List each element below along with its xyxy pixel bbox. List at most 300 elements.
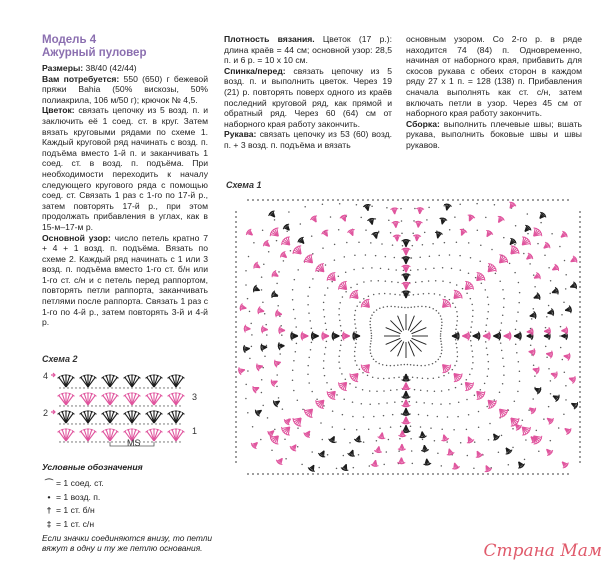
chain-dot [458,402,460,404]
chain-dot [482,199,484,201]
chain-dot [235,221,237,223]
chain-dot [441,465,443,467]
chain-dot [441,346,443,348]
chain-dot [579,441,581,443]
chain-dot [235,406,237,408]
chain-dot [460,442,462,444]
chain-dot [355,342,357,344]
chain-dot [235,386,237,388]
chain-dot [427,390,429,392]
chain-dot [307,374,309,376]
chain-dot [441,390,443,392]
chain-dot [385,280,387,282]
stitch-mark [477,399,480,400]
stitch-mark [279,326,280,329]
middle-column [224,34,392,151]
chain-dot [533,364,535,366]
chain-dot [353,467,355,469]
chain-dot [488,361,490,363]
chain-dot [327,287,329,289]
chain-dot [293,309,295,311]
chain-dot [293,360,295,362]
chain-dot [452,369,454,371]
chain-dot [257,473,259,475]
chain-dot [480,389,482,391]
chain-dot [356,364,358,366]
stitch-mark [327,230,328,236]
chain-dot [475,277,477,279]
chain-dot [371,356,373,358]
chain-dot [245,398,247,400]
stitch-mark [90,429,93,430]
stitch-mark [408,248,411,249]
chain-dot [432,308,434,310]
chain-dot [392,199,394,201]
stitch-mark [418,235,421,237]
chain-dot [537,243,539,245]
stitch-mark [368,204,371,205]
chain-dot [440,331,442,333]
chain-dot [440,333,442,335]
chain-dot [485,289,487,291]
chain-dot [277,305,279,307]
chain-dot [400,426,402,428]
chain-dot [460,269,462,271]
chain-dot [324,353,326,355]
chain-dot [312,473,314,475]
chain-dot [362,389,364,391]
chain-dot [235,416,237,418]
chain-dot [71,441,72,442]
chain-dot [235,391,237,393]
chain-dot [447,473,449,475]
chain-dot [159,405,160,406]
legend-item-label: = 1 ст. с/н [56,518,95,529]
chain-dot [107,441,108,442]
chain-dot [277,473,279,475]
chain-dot [235,236,237,238]
chain-dot [337,473,339,475]
chain-dot [447,416,449,418]
stitch-mark [287,237,290,238]
chain-dot [437,416,439,418]
chain-dot [466,379,468,381]
stitch-mark [338,382,339,385]
chain-dot [341,340,343,342]
chain-dot [489,423,491,425]
chain-dot [502,289,504,291]
chain-dot [147,441,148,442]
chain-dot [495,273,497,275]
stitch-mark [518,251,519,254]
chain-dot [282,408,284,410]
chain-dot [399,294,401,296]
back-front-paragraph [224,66,392,130]
chain-dot [251,334,253,336]
chain-dot [417,269,419,271]
chain-dot [579,381,581,383]
chain-dot [392,244,394,246]
chain-dot [324,375,326,377]
chain-dot [579,396,581,398]
chain-dot [248,256,250,258]
chain-dot [487,354,489,356]
chain-dot [307,473,309,475]
chain-dot [301,464,303,466]
chain-dot [455,387,457,389]
chain-dot [390,390,392,392]
chain-dot [252,473,254,475]
chain-dot [438,255,440,257]
chain-dot [537,473,539,475]
chain-dot [383,390,385,392]
chain-dot [408,401,410,403]
chain-dot [449,282,451,284]
stitch-mark [535,316,536,319]
chain-dot [579,351,581,353]
chain-dot [179,405,180,406]
chain-dot [345,378,347,380]
chain-dot [462,288,464,290]
chain-dot [370,280,372,282]
chain-dot [438,377,440,379]
chain-dot [292,299,294,301]
chain-dot [274,429,276,431]
chain-dot [491,249,493,251]
chain-dot [250,323,252,325]
chain-dot [453,429,455,431]
chain-dot [393,377,395,379]
chain-dot [354,319,356,321]
chain-dot [565,385,567,387]
chain-dot [415,282,417,284]
chain-dot [527,199,529,201]
chain-dot [135,423,136,424]
chain-dot [565,274,567,276]
chain-dot [167,423,168,424]
chain-dot [499,392,501,394]
chain-dot [59,405,60,406]
chain-dot [519,292,521,294]
chain-dot [111,387,112,388]
chain-dot [530,328,532,330]
stitch-mark [372,218,375,219]
row-number-3: 3 [192,392,198,402]
chain-dot [414,208,416,210]
left-column [42,34,208,328]
right-column [406,34,582,151]
chain-dot [123,423,124,424]
stitch-mark [465,390,468,391]
chain-dot [442,199,444,201]
chain-dot [414,389,416,391]
assembly-label: Сборка: [406,118,440,129]
chain-dot [335,441,337,443]
chain-dot [355,310,357,312]
chain-dot [323,302,325,304]
chain-dot [494,204,496,206]
stitch-mark [454,381,457,382]
chain-dot [280,325,282,327]
chain-dot [354,360,356,362]
chain-dot [557,199,559,201]
chain-dot [486,324,488,326]
chain-dot [358,454,360,456]
chain-dot [235,301,237,303]
chain-dot [91,387,92,388]
chain-dot [356,339,358,341]
stitch-mark [61,429,64,430]
stitch-mark [275,361,281,362]
stitch-mark [61,411,64,412]
chain-dot [325,264,327,266]
chain-dot [372,453,374,455]
chain-dot [115,441,116,442]
chain-dot [579,411,581,413]
chain-dot [417,306,419,308]
chain-dot [71,405,72,406]
stitch-mark [90,411,93,412]
chain-dot [471,321,473,323]
chain-dot [434,440,436,442]
chain-dot [451,268,453,270]
chain-dot [500,330,502,332]
chain-dot [579,236,581,238]
stitch-mark [171,375,174,376]
chain-dot [307,304,309,306]
chain-dot [487,311,489,313]
chain-dot [432,363,434,365]
chain-dot [297,473,299,475]
chain-dot [532,199,534,201]
stitch-mark [149,375,152,376]
chain-dot [276,283,278,285]
chain-dot [326,382,328,384]
chain-dot [522,473,524,475]
chain-dot [579,306,581,308]
chain-dot [235,311,237,313]
chain-dot [262,405,264,407]
chain-dot [357,473,359,475]
chain-dot [265,324,267,326]
chain-dot [441,318,443,320]
chain-dot [278,271,280,273]
chain-dot [75,423,76,424]
stitch-mark [520,338,521,341]
chain-dot [427,378,429,380]
chain-dot [378,363,380,365]
chain-dot [502,383,504,385]
stitch-mark [408,257,411,258]
chain-dot [404,364,406,366]
chain-dot [345,271,347,273]
chain-dot [501,435,503,437]
stitch-mark [344,281,347,282]
chain-dot [296,343,298,345]
chain-dot [412,463,414,465]
stitch-mark [83,393,86,394]
chain-dot [119,405,120,406]
stitch-mark [61,393,64,394]
chain-dot [427,199,429,201]
chain-dot [407,307,409,309]
chain-dot [388,219,390,221]
chain-dot [235,336,237,338]
chain-dot [579,266,581,268]
stitch-mark [395,208,398,209]
chain-dot [262,367,264,369]
stitch-mark [408,291,411,292]
chain-dot [562,473,564,475]
chain-dot [442,473,444,475]
chain-dot [327,454,329,456]
chain-dot [452,302,454,304]
chain-dot [503,374,505,376]
chain-dot [534,375,536,377]
chain-dot [267,473,269,475]
chain-dot [456,360,458,362]
chain-dot [378,231,380,233]
chain-dot [503,237,505,239]
chain-dot [292,370,294,372]
chain-dot [394,294,396,296]
chain-dot [507,473,509,475]
chain-dot [579,311,581,313]
chain-dot [382,473,384,475]
chain-dot [488,304,490,306]
chain-dot [456,241,458,243]
chain-dot [391,281,393,283]
chain-dot [332,426,334,428]
chain-dot [442,280,444,282]
chain-dot [311,391,313,393]
chain-dot [387,473,389,475]
chain-dot [356,283,358,285]
chain-dot [339,302,341,304]
stitch-mark [376,232,379,233]
chain-dot [461,383,463,385]
chain-dot [427,415,429,417]
chain-dot [353,269,355,271]
chain-dot [454,216,456,218]
chain-dot [516,320,518,322]
stitch-mark [408,265,411,266]
chain-dot [311,342,313,344]
chain-dot [488,439,490,441]
chain-dot [352,473,354,475]
chain-dot [376,309,378,311]
chain-dot [518,282,520,284]
flower-paragraph [42,105,208,232]
chain-dot [354,351,356,353]
chain-dot [167,441,168,442]
chain-dot [413,294,415,296]
chain-dot [452,473,454,475]
chain-dot [579,216,581,218]
chain-dot [235,281,237,283]
chain-dot [304,206,306,208]
chain-dot [294,279,296,281]
chain-dot [468,272,470,274]
chain-dot [383,306,385,308]
chain-dot [548,406,550,408]
chain-dot [563,413,565,415]
chain-dot [480,244,482,246]
stitch-mark [262,325,263,328]
chain-dot [344,256,346,258]
stitch-mark [420,221,423,223]
chain-dot [559,335,561,337]
chain-dot [363,298,365,300]
chain-dot [434,293,436,295]
chain-dot [367,199,369,201]
chain-dot [383,415,385,417]
stitch-mark [532,442,535,443]
chain-dot [472,316,474,318]
chain-dot [325,347,327,349]
stitch-mark [531,412,534,414]
chain-dot [260,439,262,441]
stitch-mark [156,393,159,394]
chain-dot [262,230,264,232]
stitch-mark [402,397,405,398]
stitch-mark [171,429,174,430]
chain-dot [167,405,168,406]
chain-dot [579,356,581,358]
chain-dot [261,276,263,278]
stitch-mark [68,429,71,430]
chain-dot [467,455,469,457]
chain-dot [322,439,324,441]
flower-value: связать цепочку из 5 возд. п. и заключить её 1 соед. ст. в круг. Затем вязать круговыми рядами по схеме 1. Каждый круговой ряд начинать с возд. п. подъёма вместо 1-й п. и заканчивать 1 соед. ст. в возд. п. подъёма. При необходимости переходить к началу следующего кругового ряда с помощью соед. ст. Связать 1 раз с 1-го по 17-й р., затем повторять 17-й р., при этом продолжать прибавления в углах, как в 15-м–17-м р. [42,105,208,232]
chain-dot [371,338,373,340]
chain-dot [279,353,281,355]
chain-dot [512,199,514,201]
chain-dot [171,405,172,406]
chain-dot [111,423,112,424]
chain-dot [563,301,565,303]
chain-dot [579,436,581,438]
chain-dot [488,368,490,370]
row-number-4: 4 [43,371,49,381]
chain-dot [471,304,473,306]
chain-dot [412,376,414,378]
stitch-mark [402,388,405,389]
chain-dot [558,427,560,429]
chain-dot [579,291,581,293]
chain-dot [579,211,581,213]
chain-dot [362,473,364,475]
chain-dot [472,199,474,201]
chain-dot [512,428,514,430]
chain-dot [550,393,552,395]
chain-dot [494,399,496,401]
chain-dot [449,254,451,256]
chain-dot [247,473,249,475]
chain-dot [420,365,422,367]
chain-dot [579,451,581,453]
chain-dot [292,289,294,291]
chain-dot [466,399,468,401]
chain-dot [500,342,502,344]
chain-dot [471,350,473,352]
legend-item-label: = 1 ст. б/н [56,505,95,516]
stitch-mark [443,435,444,441]
double-crochet-icon: ‡ [46,518,52,529]
chain-dot [297,199,299,201]
chain-dot [470,257,472,259]
chain-dot [271,450,273,452]
